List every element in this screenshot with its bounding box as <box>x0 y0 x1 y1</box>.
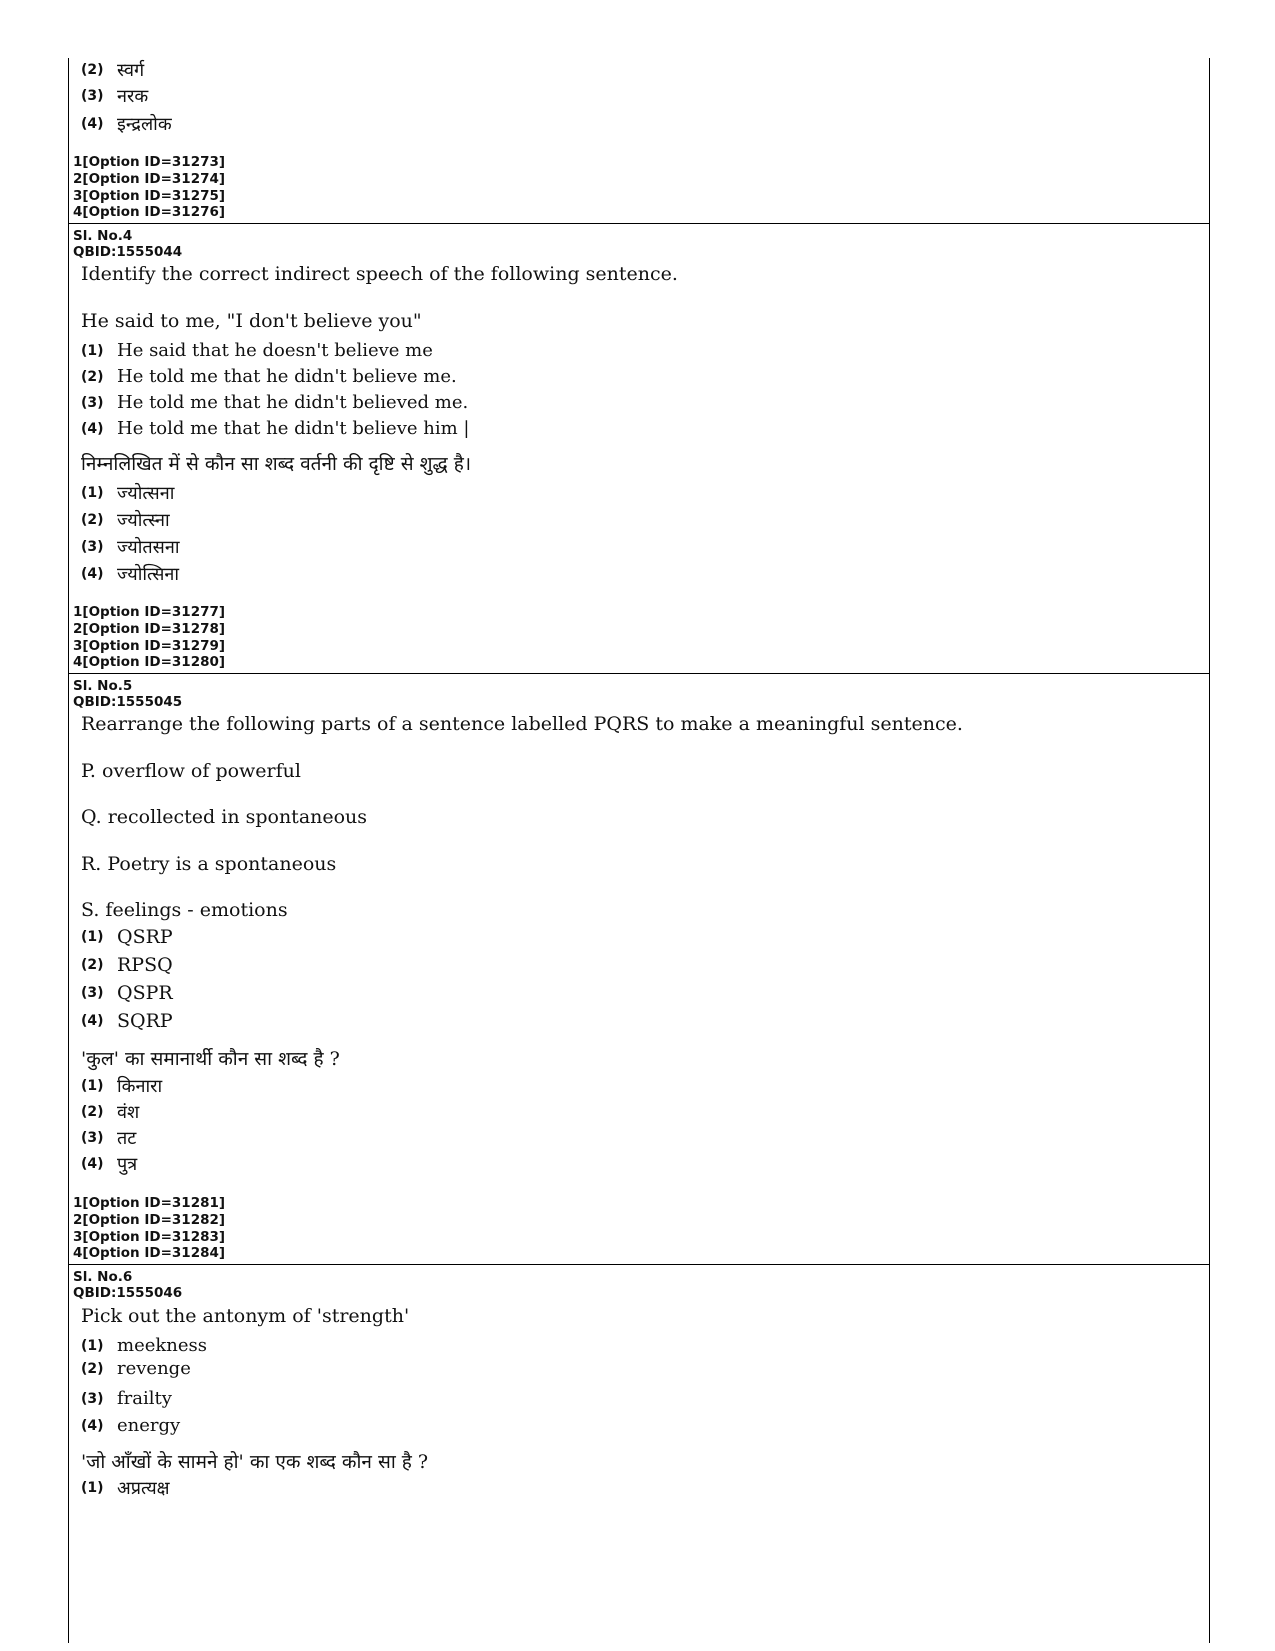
option-row <box>81 1388 172 1412</box>
option-text: स्वर्ग <box>117 60 145 81</box>
option-text: ज्योत्सिना <box>117 564 180 585</box>
option-text: SQRP <box>117 1010 173 1032</box>
option-text: तट <box>117 1128 137 1149</box>
option-row <box>81 418 469 442</box>
option-number: (4) <box>81 420 104 437</box>
option-row <box>81 1358 191 1382</box>
serial-number: Sl. No.6 <box>73 1269 133 1285</box>
option-text: He said that he doesn't believe me <box>117 340 433 361</box>
option-text: ज्योतसना <box>117 537 180 558</box>
option-number: (4) <box>81 1156 104 1172</box>
option-number: (4) <box>81 1417 104 1434</box>
option-row <box>81 1126 136 1150</box>
option-text: किनारा <box>117 1076 163 1097</box>
option-text: RPSQ <box>117 954 173 976</box>
option-number: (3) <box>81 394 104 411</box>
section-divider <box>69 1264 1209 1265</box>
option-number: (4) <box>81 566 104 582</box>
option-number: (1) <box>81 1337 104 1354</box>
option-number: (4) <box>81 116 104 132</box>
option-row <box>81 1476 170 1500</box>
option-row <box>81 1415 180 1439</box>
hindi-question-text: निम्नलिखित में से कौन सा शब्द वर्तनी की दृष्टि से शुद्ध है। <box>81 453 472 475</box>
question-text: Rearrange the following parts of a sentence labelled PQRS to make a meaningful sentence. <box>81 713 963 735</box>
question-bank-id: QBID:1555045 <box>73 694 183 710</box>
option-text: नरक <box>117 86 149 107</box>
option-row <box>81 982 173 1006</box>
option-row <box>81 1335 207 1359</box>
option-row <box>81 954 173 978</box>
option-row <box>81 1152 137 1176</box>
question-bank-id: QBID:1555046 <box>73 1285 183 1301</box>
option-number: (1) <box>81 1480 104 1496</box>
option-number: (1) <box>81 1078 104 1094</box>
option-number: (4) <box>81 1013 104 1029</box>
question-text: Pick out the antonym of 'strength' <box>81 1305 410 1327</box>
option-number: (3) <box>81 1130 104 1146</box>
option-number: (2) <box>81 1360 104 1377</box>
sentence-part: S. feelings - emotions <box>81 899 288 921</box>
option-text: frailty <box>117 1388 172 1409</box>
sentence-part: Q. recollected in spontaneous <box>81 806 368 828</box>
option-number: (1) <box>81 342 104 359</box>
serial-number: Sl. No.4 <box>73 228 133 244</box>
option-id: 2[Option ID=31278] <box>73 620 226 637</box>
option-row <box>81 84 148 108</box>
serial-number: Sl. No.5 <box>73 678 133 694</box>
option-row <box>81 366 457 390</box>
option-row <box>81 508 170 532</box>
option-id: 2[Option ID=31274] <box>73 170 226 187</box>
option-text: पुत्र <box>117 1154 138 1175</box>
option-id-list <box>73 604 225 671</box>
question-header <box>73 228 182 260</box>
question-paper-frame <box>68 58 1210 1643</box>
option-text: He told me that he didn't believe me. <box>117 366 457 387</box>
hindi-question-text: 'जो आँखों के सामने हो' का एक शब्द कौन सा है ? <box>81 1451 429 1473</box>
option-id: 4[Option ID=31276] <box>73 204 226 221</box>
sentence-part: P. overflow of powerful <box>81 760 301 782</box>
option-id: 1[Option ID=31281] <box>73 1195 226 1211</box>
question-bank-id: QBID:1555044 <box>73 244 183 260</box>
option-number: (3) <box>81 1390 104 1407</box>
option-number: (1) <box>81 485 104 501</box>
question-header <box>73 678 182 710</box>
option-text: QSRP <box>117 926 173 948</box>
section-divider <box>69 673 1209 674</box>
option-row <box>81 535 179 559</box>
option-row <box>81 562 179 586</box>
option-text: ज्योत्सना <box>117 483 175 504</box>
option-number: (3) <box>81 985 104 1001</box>
option-text: He told me that he didn't believed me. <box>117 392 469 413</box>
option-id-list <box>73 154 225 221</box>
option-text: इन्द्रलोक <box>117 114 172 135</box>
hindi-question-text: 'कुल' का समानार्थी कौन सा शब्द है ? <box>81 1048 340 1070</box>
option-row <box>81 1100 139 1124</box>
option-id: 4[Option ID=31284] <box>73 1245 226 1262</box>
option-number: (2) <box>81 1104 104 1120</box>
option-number: (2) <box>81 62 104 78</box>
option-id: 1[Option ID=31273] <box>73 154 226 170</box>
option-id: 3[Option ID=31275] <box>73 187 226 204</box>
option-number: (2) <box>81 368 104 385</box>
option-text: energy <box>117 1415 181 1436</box>
question-text: Identify the correct indirect speech of the following sentence. <box>81 263 678 285</box>
option-text: वंश <box>117 1102 140 1123</box>
section-divider <box>69 223 1209 224</box>
option-row <box>81 1010 173 1034</box>
option-id: 2[Option ID=31282] <box>73 1211 226 1228</box>
option-number: (2) <box>81 957 104 973</box>
sentence-part: R. Poetry is a spontaneous <box>81 853 337 875</box>
option-row <box>81 481 174 505</box>
option-number: (1) <box>81 929 104 945</box>
option-id: 1[Option ID=31277] <box>73 604 226 620</box>
option-text: meekness <box>117 1335 207 1356</box>
option-number: (3) <box>81 539 104 555</box>
option-text: He told me that he didn't believe him | <box>117 418 470 439</box>
option-row <box>81 340 433 364</box>
option-id-list <box>73 1195 225 1262</box>
option-text: QSPR <box>117 982 173 1004</box>
option-text: revenge <box>117 1358 191 1379</box>
option-id: 3[Option ID=31279] <box>73 637 226 654</box>
option-text: अप्रत्यक्ष <box>117 1478 170 1499</box>
option-id: 4[Option ID=31280] <box>73 654 226 671</box>
question-sentence: He said to me, "I don't believe you" <box>81 310 422 332</box>
option-id: 3[Option ID=31283] <box>73 1228 226 1245</box>
option-row <box>81 112 172 136</box>
option-row <box>81 392 468 416</box>
question-header <box>73 1269 182 1301</box>
option-row <box>81 1074 162 1098</box>
option-number: (2) <box>81 512 104 528</box>
option-row <box>81 58 144 82</box>
option-number: (3) <box>81 88 104 104</box>
option-row <box>81 926 173 950</box>
option-text: ज्योत्स्ना <box>117 510 170 531</box>
